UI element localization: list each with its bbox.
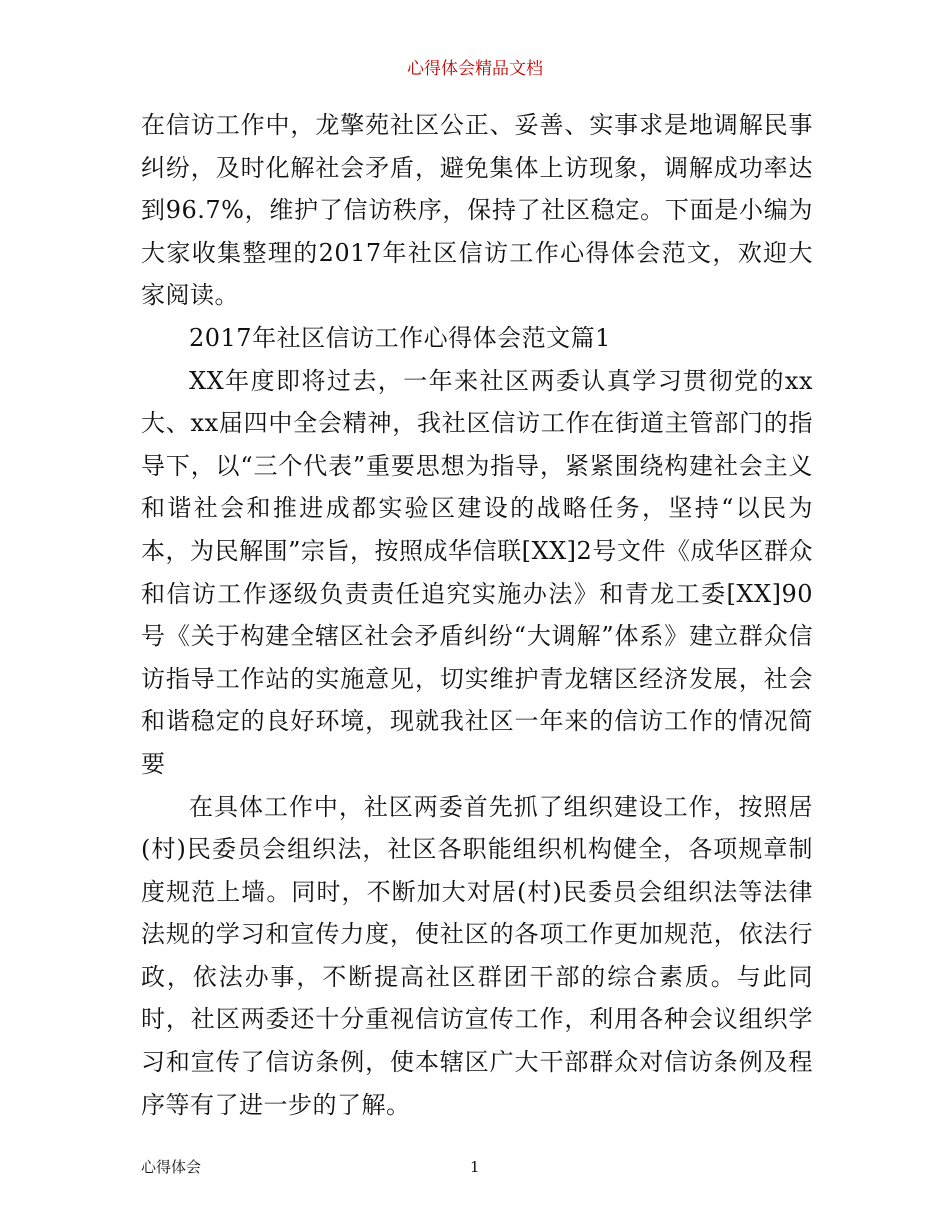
document-body	[141, 104, 813, 1126]
body-paragraph: XX年度即将过去，一年来社区两委认真学习贯彻党的xx大、xx届四中全会精神，我社区信访工作在街道主管部门的指导下，以“三个代表”重要思想为指导，紧紧围绕构建社会主义和谐社会和推进成都实验区建设的战略任务，坚持“以民为本，为民解围”宗旨，按照成华信联[XX]2号文件《成华区群众和信访工作逐级负责责任追究实施办法》和青龙工委[XX]90号《关于构建全辖区社会矛盾纠纷“大调解”体系》建立群众信访指导工作站的实施意见，切实维护青龙辖区经济发展，社会和谐稳定的良好环境，现就我社区一年来的信访工作的情况简要	[141, 366, 813, 778]
page-number: 1	[470, 1158, 480, 1176]
intro-paragraph: 在信访工作中，龙擎苑社区公正、妥善、实事求是地调解民事纠纷，及时化解社会矛盾，避免集体上访现象，调解成功率达到96.7%，维护了信访秩序，保持了社区稳定。下面是小编为大家收集整理的2017年社区信访工作心得体会范文，欢迎大家阅读。	[141, 111, 813, 310]
body-paragraph: 在具体工作中，社区两委首先抓了组织建设工作，按照居(村)民委员会组织法，社区各职能组织机构健全，各项规章制度规范上墙。同时，不断加大对居(村)民委员会组织法等法律法规的学习和宣传力度，使社区的各项工作更加规范，依法行政，依法办事，不断提高社区群团干部的综合素质。与此同时，社区两委还十分重视信访宣传工作，利用各种会议组织学习和宣传了信访条例，使本辖区广大干部群众对信访条例及程序等有了进一步的了解。	[141, 792, 813, 1119]
footer-label: 心得体会	[141, 1158, 202, 1176]
document-header-title: 心得体会精品文档	[407, 59, 543, 79]
section-heading: 2017年社区信访工作心得体会范文篇1	[189, 323, 611, 352]
